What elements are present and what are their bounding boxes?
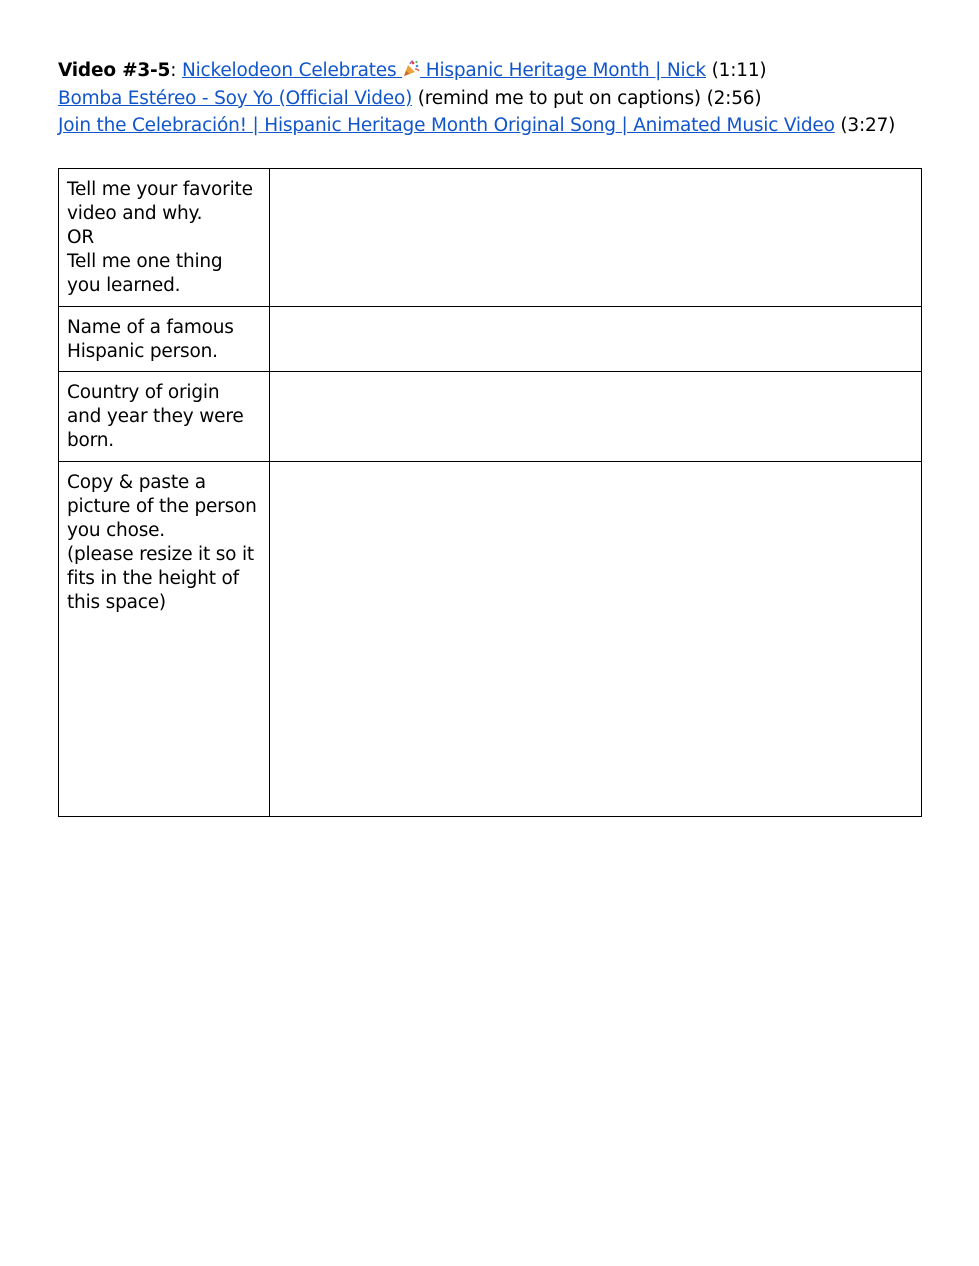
- answer-cell-famous-person[interactable]: [270, 307, 922, 372]
- bomba-estereo-note: (remind me to put on captions) (2:56): [417, 87, 762, 109]
- prompt-line: Tell me one thing: [67, 251, 223, 272]
- video-line-1: [58, 57, 958, 85]
- table-row: [59, 169, 922, 307]
- video-line-2: [58, 85, 958, 113]
- prompt-line: Country of origin: [67, 382, 220, 403]
- video-line-3: [58, 112, 958, 140]
- video-list-header: [58, 57, 958, 140]
- label-separator: :: [170, 60, 177, 81]
- prompt-line: this space): [67, 592, 166, 613]
- celebracion-video-link[interactable]: Join the Celebración! | Hispanic Heritage Month Original Song | Animated Music Video: [58, 115, 835, 136]
- prompt-line: Tell me your favorite: [67, 179, 253, 200]
- celebracion-video-duration: (3:27): [840, 115, 896, 136]
- prompt-cell-picture: [59, 462, 270, 817]
- party-popper-icon: [402, 59, 420, 77]
- link-text-part1[interactable]: Nickelodeon Celebrates: [181, 60, 403, 81]
- prompt-line: fits in the height of: [67, 568, 239, 589]
- prompt-line: and year they were: [67, 406, 244, 427]
- answer-cell-favorite-video[interactable]: [270, 169, 922, 307]
- prompt-line: Hispanic person.: [67, 341, 218, 362]
- bomba-estereo-video-link[interactable]: Bomba Estéreo - Soy Yo (Official Video): [58, 87, 413, 109]
- prompt-line: OR: [67, 227, 95, 248]
- nickelodeon-video-duration: (1:11): [711, 60, 767, 81]
- prompt-line: you chose.: [67, 520, 165, 541]
- prompt-line: Name of a famous: [67, 317, 234, 338]
- prompt-line: Copy & paste a: [67, 472, 206, 493]
- prompt-line: picture of the person: [67, 496, 257, 517]
- link-text-part2[interactable]: Hispanic Heritage Month | Nick: [420, 60, 706, 81]
- table-row: [59, 372, 922, 462]
- prompt-line: video and why.: [67, 203, 203, 224]
- prompt-cell-favorite-video: [59, 169, 270, 307]
- answer-cell-country-year[interactable]: [270, 372, 922, 462]
- prompt-cell-famous-person: [59, 307, 270, 372]
- prompt-line: you learned.: [67, 275, 181, 296]
- table-row: [59, 307, 922, 372]
- prompt-line: born.: [67, 430, 114, 451]
- nickelodeon-video-link[interactable]: [182, 60, 706, 81]
- prompt-cell-country-year: [59, 372, 270, 462]
- answer-cell-picture[interactable]: [270, 462, 922, 817]
- worksheet-table: [58, 168, 922, 817]
- table-row: [59, 462, 922, 817]
- video-range-label: Video #3-5: [58, 60, 171, 81]
- prompt-line: (please resize it so it: [67, 544, 254, 565]
